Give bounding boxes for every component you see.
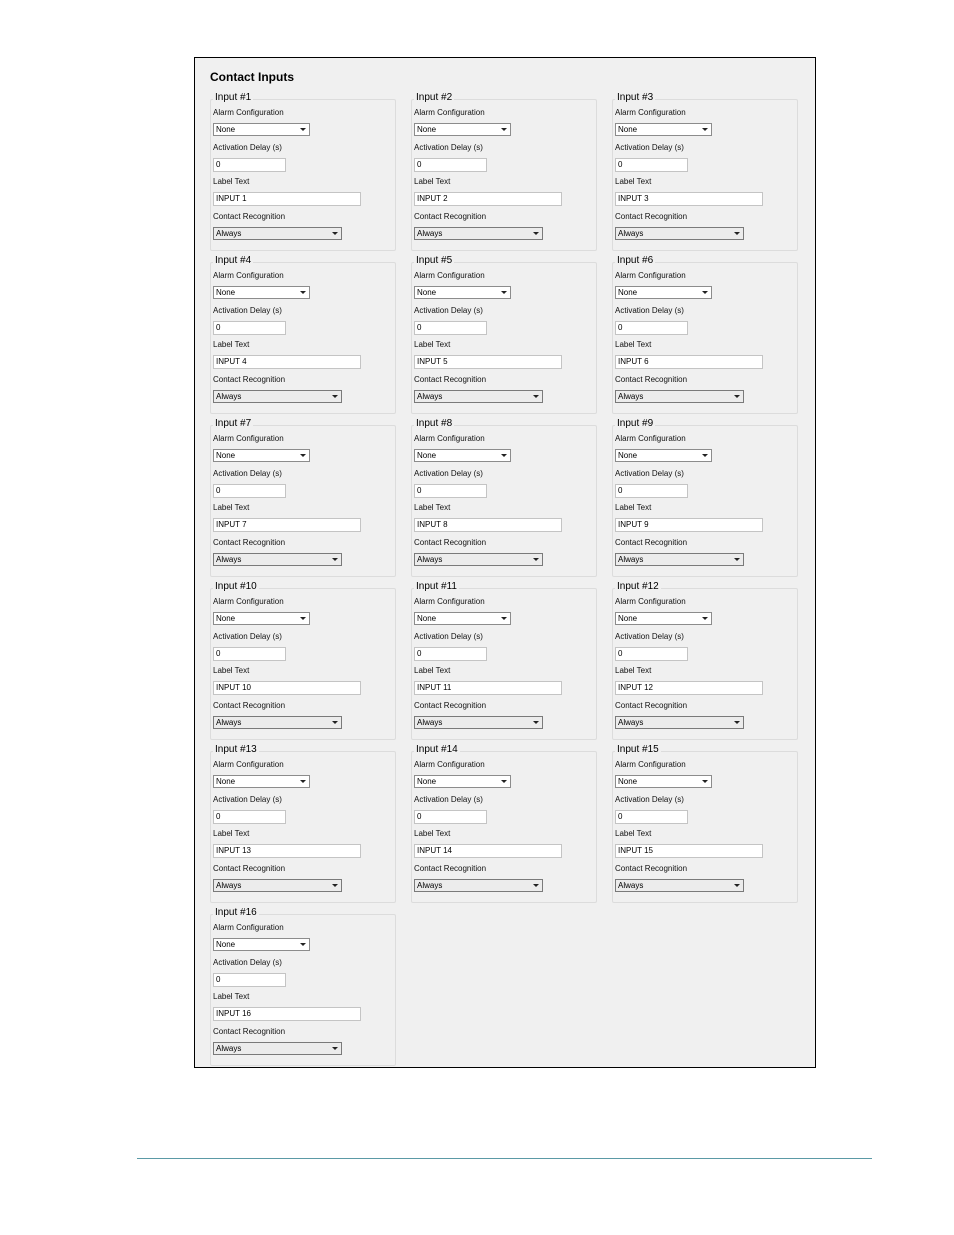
chevron-down-icon [734, 558, 740, 561]
contact-recognition-label: Contact Recognition [414, 538, 487, 547]
alarm-configuration-value: None [417, 777, 437, 786]
alarm-configuration-label: Alarm Configuration [213, 597, 284, 606]
contact-recognition-label: Contact Recognition [213, 1027, 286, 1036]
alarm-configuration-label: Alarm Configuration [414, 434, 485, 443]
alarm-configuration-select[interactable] [213, 938, 310, 951]
input-group-6 [612, 255, 798, 414]
contact-recognition-select[interactable] [213, 390, 342, 403]
alarm-configuration-select[interactable] [414, 449, 511, 462]
label-text-input[interactable]: INPUT 16 [213, 1007, 361, 1021]
chevron-down-icon [702, 454, 708, 457]
contact-recognition-select[interactable] [414, 716, 543, 729]
input-group-title: Input #5 [416, 255, 453, 266]
input-group-11 [411, 581, 597, 740]
alarm-configuration-value: None [216, 777, 236, 786]
label-text-input[interactable]: INPUT 8 [414, 518, 562, 532]
chevron-down-icon [332, 1047, 338, 1050]
activation-delay-input[interactable]: 0 [414, 158, 487, 172]
input-group-8 [411, 418, 597, 577]
alarm-configuration-value: None [618, 125, 638, 134]
panel-title: Contact Inputs [210, 70, 294, 84]
input-group-title: Input #14 [416, 744, 458, 755]
contact-recognition-select[interactable] [615, 227, 744, 240]
alarm-configuration-value: None [618, 777, 638, 786]
activation-delay-input[interactable]: 0 [213, 484, 286, 498]
label-text-label: Label Text [213, 829, 250, 838]
label-text-label: Label Text [213, 340, 250, 349]
label-text-label: Label Text [213, 177, 250, 186]
activation-delay-label: Activation Delay (s) [213, 143, 282, 152]
input-group-title: Input #11 [416, 581, 457, 592]
contact-recognition-label: Contact Recognition [213, 375, 286, 384]
activation-delay-label: Activation Delay (s) [213, 306, 282, 315]
contact-recognition-label: Contact Recognition [615, 864, 688, 873]
contact-recognition-label: Contact Recognition [414, 864, 487, 873]
activation-delay-input[interactable]: 0 [414, 810, 487, 824]
contact-recognition-value: Always [417, 555, 443, 564]
activation-delay-label: Activation Delay (s) [615, 306, 684, 315]
label-text-input[interactable]: INPUT 7 [213, 518, 361, 532]
label-text-input[interactable]: INPUT 10 [213, 681, 361, 695]
contact-recognition-select[interactable] [414, 553, 543, 566]
contact-recognition-label: Contact Recognition [213, 538, 286, 547]
label-text-input[interactable]: INPUT 13 [213, 844, 361, 858]
contact-recognition-value: Always [618, 229, 644, 238]
contact-recognition-value: Always [216, 392, 242, 401]
contact-recognition-select[interactable] [213, 553, 342, 566]
chevron-down-icon [533, 721, 539, 724]
input-group-title: Input #3 [617, 92, 654, 103]
contact-recognition-select[interactable] [615, 553, 744, 566]
alarm-configuration-label: Alarm Configuration [615, 434, 686, 443]
chevron-down-icon [702, 128, 708, 131]
alarm-configuration-label: Alarm Configuration [615, 271, 686, 280]
activation-delay-input[interactable]: 0 [414, 647, 487, 661]
contact-recognition-label: Contact Recognition [213, 864, 286, 873]
alarm-configuration-value: None [417, 451, 437, 460]
contact-recognition-label: Contact Recognition [615, 701, 688, 710]
contact-recognition-label: Contact Recognition [615, 212, 688, 221]
activation-delay-input[interactable]: 0 [615, 321, 688, 335]
contact-recognition-label: Contact Recognition [615, 538, 688, 547]
alarm-configuration-select[interactable] [213, 449, 310, 462]
contact-recognition-value: Always [216, 1044, 242, 1053]
alarm-configuration-value: None [618, 614, 638, 623]
activation-delay-label: Activation Delay (s) [414, 469, 483, 478]
alarm-configuration-value: None [618, 451, 638, 460]
contact-recognition-select[interactable] [414, 390, 543, 403]
alarm-configuration-value: None [216, 940, 236, 949]
label-text-input[interactable]: INPUT 2 [414, 192, 562, 206]
contact-recognition-select[interactable] [414, 227, 543, 240]
alarm-configuration-value: None [216, 614, 236, 623]
activation-delay-label: Activation Delay (s) [213, 469, 282, 478]
alarm-configuration-select[interactable] [414, 612, 511, 625]
chevron-down-icon [332, 558, 338, 561]
contact-recognition-label: Contact Recognition [414, 701, 487, 710]
input-group-13 [210, 744, 396, 903]
alarm-configuration-label: Alarm Configuration [213, 108, 284, 117]
alarm-configuration-label: Alarm Configuration [615, 760, 686, 769]
contact-recognition-value: Always [417, 881, 443, 890]
alarm-configuration-select[interactable] [615, 123, 712, 136]
input-group-12 [612, 581, 798, 740]
chevron-down-icon [332, 884, 338, 887]
input-group-title: Input #12 [617, 581, 659, 592]
contact-recognition-select[interactable] [414, 879, 543, 892]
label-text-label: Label Text [213, 503, 250, 512]
activation-delay-label: Activation Delay (s) [615, 469, 684, 478]
input-group-title: Input #15 [617, 744, 659, 755]
input-group-title: Input #1 [215, 92, 252, 103]
chevron-down-icon [501, 617, 507, 620]
contact-recognition-select[interactable] [213, 1042, 342, 1055]
alarm-configuration-select[interactable] [615, 612, 712, 625]
chevron-down-icon [300, 617, 306, 620]
alarm-configuration-label: Alarm Configuration [414, 271, 485, 280]
activation-delay-input[interactable]: 0 [615, 647, 688, 661]
activation-delay-label: Activation Delay (s) [615, 795, 684, 804]
contact-recognition-value: Always [417, 229, 443, 238]
label-text-label: Label Text [615, 503, 652, 512]
alarm-configuration-select[interactable] [414, 775, 511, 788]
alarm-configuration-label: Alarm Configuration [615, 597, 686, 606]
input-group-5 [411, 255, 597, 414]
label-text-input[interactable]: INPUT 11 [414, 681, 562, 695]
alarm-configuration-select[interactable] [615, 449, 712, 462]
contact-recognition-select[interactable] [213, 716, 342, 729]
input-group-title: Input #16 [215, 907, 257, 918]
activation-delay-label: Activation Delay (s) [213, 958, 282, 967]
contact-recognition-select[interactable] [615, 390, 744, 403]
alarm-configuration-label: Alarm Configuration [213, 760, 284, 769]
input-group-3 [612, 92, 798, 251]
label-text-label: Label Text [213, 992, 250, 1001]
chevron-down-icon [300, 943, 306, 946]
activation-delay-label: Activation Delay (s) [414, 795, 483, 804]
activation-delay-input[interactable]: 0 [213, 647, 286, 661]
contact-recognition-value: Always [417, 718, 443, 727]
chevron-down-icon [501, 291, 507, 294]
alarm-configuration-label: Alarm Configuration [414, 760, 485, 769]
contact-recognition-label: Contact Recognition [414, 375, 487, 384]
alarm-configuration-select[interactable] [615, 775, 712, 788]
contact-recognition-value: Always [216, 881, 242, 890]
input-group-7 [210, 418, 396, 577]
chevron-down-icon [702, 291, 708, 294]
alarm-configuration-select[interactable] [213, 775, 310, 788]
chevron-down-icon [533, 558, 539, 561]
chevron-down-icon [533, 232, 539, 235]
label-text-input[interactable]: INPUT 1 [213, 192, 361, 206]
label-text-label: Label Text [615, 829, 652, 838]
alarm-configuration-label: Alarm Configuration [213, 923, 284, 932]
label-text-input[interactable]: INPUT 12 [615, 681, 763, 695]
chevron-down-icon [332, 721, 338, 724]
chevron-down-icon [734, 232, 740, 235]
contact-recognition-value: Always [216, 555, 242, 564]
label-text-label: Label Text [213, 666, 250, 675]
alarm-configuration-label: Alarm Configuration [615, 108, 686, 117]
alarm-configuration-select[interactable] [213, 612, 310, 625]
contact-recognition-value: Always [618, 881, 644, 890]
contact-recognition-value: Always [216, 229, 242, 238]
activation-delay-label: Activation Delay (s) [414, 143, 483, 152]
alarm-configuration-label: Alarm Configuration [414, 597, 485, 606]
label-text-input[interactable]: INPUT 4 [213, 355, 361, 369]
input-group-title: Input #8 [416, 418, 453, 429]
label-text-input[interactable]: INPUT 6 [615, 355, 763, 369]
activation-delay-input[interactable]: 0 [213, 321, 286, 335]
contact-recognition-value: Always [417, 392, 443, 401]
label-text-label: Label Text [615, 340, 652, 349]
alarm-configuration-select[interactable] [414, 123, 511, 136]
label-text-label: Label Text [414, 666, 451, 675]
alarm-configuration-select[interactable] [213, 286, 310, 299]
input-group-9 [612, 418, 798, 577]
input-group-2 [411, 92, 597, 251]
activation-delay-input[interactable]: 0 [414, 321, 487, 335]
contact-recognition-label: Contact Recognition [414, 212, 487, 221]
label-text-label: Label Text [615, 666, 652, 675]
chevron-down-icon [300, 128, 306, 131]
label-text-input[interactable]: INPUT 5 [414, 355, 562, 369]
input-group-title: Input #2 [416, 92, 453, 103]
input-group-10 [210, 581, 396, 740]
activation-delay-input[interactable]: 0 [213, 973, 286, 987]
input-group-4 [210, 255, 396, 414]
input-group-title: Input #7 [215, 418, 252, 429]
alarm-configuration-label: Alarm Configuration [414, 108, 485, 117]
contact-recognition-select[interactable] [615, 879, 744, 892]
label-text-input[interactable]: INPUT 9 [615, 518, 763, 532]
contact-recognition-label: Contact Recognition [615, 375, 688, 384]
chevron-down-icon [533, 884, 539, 887]
activation-delay-label: Activation Delay (s) [414, 632, 483, 641]
chevron-down-icon [300, 780, 306, 783]
activation-delay-input[interactable]: 0 [615, 158, 688, 172]
activation-delay-input[interactable]: 0 [615, 810, 688, 824]
label-text-label: Label Text [615, 177, 652, 186]
chevron-down-icon [501, 780, 507, 783]
activation-delay-input[interactable]: 0 [213, 158, 286, 172]
contact-recognition-label: Contact Recognition [213, 701, 286, 710]
input-group-title: Input #10 [215, 581, 257, 592]
activation-delay-label: Activation Delay (s) [213, 632, 282, 641]
contact-recognition-value: Always [216, 718, 242, 727]
input-group-title: Input #4 [215, 255, 252, 266]
contact-recognition-value: Always [618, 555, 644, 564]
label-text-input[interactable]: INPUT 15 [615, 844, 763, 858]
chevron-down-icon [300, 454, 306, 457]
input-group-14 [411, 744, 597, 903]
input-group-title: Input #6 [617, 255, 654, 266]
activation-delay-label: Activation Delay (s) [615, 632, 684, 641]
alarm-configuration-select[interactable] [615, 286, 712, 299]
chevron-down-icon [332, 395, 338, 398]
activation-delay-input[interactable]: 0 [414, 484, 487, 498]
chevron-down-icon [734, 395, 740, 398]
alarm-configuration-value: None [216, 288, 236, 297]
chevron-down-icon [501, 454, 507, 457]
input-group-title: Input #13 [215, 744, 257, 755]
activation-delay-label: Activation Delay (s) [615, 143, 684, 152]
contact-recognition-label: Contact Recognition [213, 212, 286, 221]
alarm-configuration-value: None [216, 125, 236, 134]
footer-divider [137, 1158, 872, 1159]
alarm-configuration-label: Alarm Configuration [213, 271, 284, 280]
contact-recognition-value: Always [618, 718, 644, 727]
activation-delay-input[interactable]: 0 [213, 810, 286, 824]
label-text-label: Label Text [414, 503, 451, 512]
chevron-down-icon [533, 395, 539, 398]
alarm-configuration-value: None [417, 125, 437, 134]
alarm-configuration-value: None [417, 614, 437, 623]
alarm-configuration-select[interactable] [213, 123, 310, 136]
contact-recognition-select[interactable] [213, 227, 342, 240]
alarm-configuration-select[interactable] [414, 286, 511, 299]
contact-recognition-select[interactable] [615, 716, 744, 729]
chevron-down-icon [734, 721, 740, 724]
chevron-down-icon [300, 291, 306, 294]
input-group-15 [612, 744, 798, 903]
input-group-1 [210, 92, 396, 251]
contact-inputs-panel [194, 57, 816, 1068]
input-group-16 [210, 907, 396, 1066]
activation-delay-label: Activation Delay (s) [414, 306, 483, 315]
chevron-down-icon [702, 780, 708, 783]
chevron-down-icon [501, 128, 507, 131]
label-text-label: Label Text [414, 177, 451, 186]
chevron-down-icon [332, 232, 338, 235]
label-text-input[interactable]: INPUT 3 [615, 192, 763, 206]
activation-delay-input[interactable]: 0 [615, 484, 688, 498]
alarm-configuration-value: None [618, 288, 638, 297]
activation-delay-label: Activation Delay (s) [213, 795, 282, 804]
alarm-configuration-label: Alarm Configuration [213, 434, 284, 443]
chevron-down-icon [702, 617, 708, 620]
input-group-title: Input #9 [617, 418, 654, 429]
chevron-down-icon [734, 884, 740, 887]
label-text-label: Label Text [414, 340, 451, 349]
alarm-configuration-value: None [216, 451, 236, 460]
label-text-label: Label Text [414, 829, 451, 838]
alarm-configuration-value: None [417, 288, 437, 297]
contact-recognition-select[interactable] [213, 879, 342, 892]
contact-recognition-value: Always [618, 392, 644, 401]
label-text-input[interactable]: INPUT 14 [414, 844, 562, 858]
